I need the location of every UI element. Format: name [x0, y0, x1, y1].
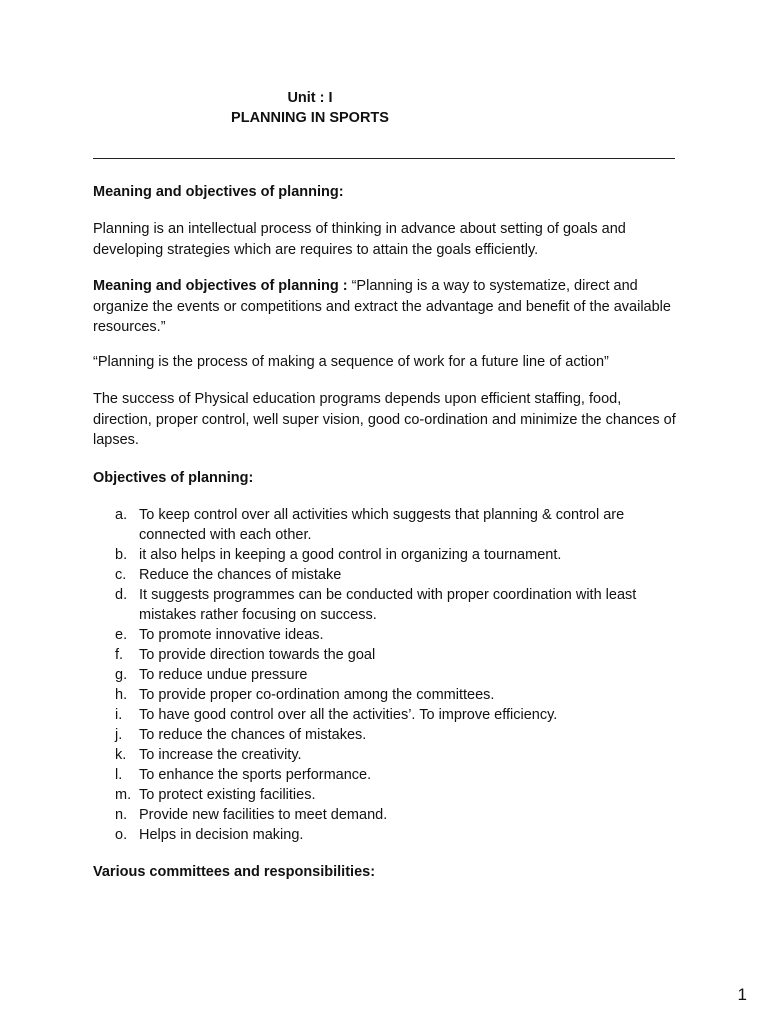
list-item-marker: o.	[115, 827, 128, 843]
list-item-text: To protect existing facilities.	[139, 787, 316, 803]
list-item	[93, 725, 693, 745]
list-item	[93, 645, 693, 665]
list-item-text: To enhance the sports performance.	[139, 767, 372, 783]
paragraph-meaning	[93, 276, 683, 338]
list-item	[93, 785, 693, 805]
list-item-marker: d.	[115, 587, 128, 603]
list-item	[93, 685, 693, 705]
list-item	[93, 705, 693, 725]
list-item-marker: m.	[115, 787, 132, 803]
list-item-marker: f.	[115, 647, 124, 663]
list-item-marker: c.	[115, 567, 127, 583]
list-item-marker: h.	[115, 687, 128, 703]
list-item-marker: i.	[115, 707, 123, 723]
list-item-marker: j.	[115, 727, 123, 743]
horizontal-rule	[93, 158, 675, 159]
list-item	[93, 505, 693, 545]
list-item-text: Helps in decision making.	[139, 827, 304, 843]
page-title: PLANNING IN SPORTS	[231, 110, 389, 126]
list-item	[93, 665, 693, 685]
paragraph-quote: “Planning is the process of making a sequence of work for a future line of action”	[93, 354, 609, 370]
section-heading-meaning: Meaning and objectives of planning:	[93, 184, 344, 200]
list-item	[93, 565, 693, 585]
list-item-text: To promote innovative ideas.	[139, 627, 324, 643]
list-item	[93, 625, 693, 645]
paragraph-meaning-lead: Meaning and objectives of planning :	[93, 278, 348, 294]
unit-label: Unit : I	[287, 90, 333, 106]
list-item-text: To reduce undue pressure	[139, 667, 308, 683]
paragraph-success: The success of Physical education programs depends upon efficient staffing, food, direction, proper control, well super vision, good co-ordination and minimize the chances of lapses.	[93, 391, 676, 448]
list-item	[93, 585, 693, 625]
list-item-text: To increase the creativity.	[139, 747, 302, 763]
list-item-marker: n.	[115, 807, 128, 823]
list-item-marker: g.	[115, 667, 128, 683]
list-item-marker: l.	[115, 767, 123, 783]
list-item	[93, 545, 693, 565]
list-item-marker: b.	[115, 547, 128, 563]
section-heading-objectives: Objectives of planning:	[93, 470, 254, 486]
paragraph-meaning-text: “Planning is a way to systematize, direct and organize the events or competitions and extract the advantage and benefit of the available resources.”	[93, 278, 671, 335]
list-item-text: To provide proper co-ordination among the committees.	[139, 687, 495, 703]
objectives-list	[93, 505, 693, 845]
list-item-text: To keep control over all activities which suggests that planning & control are connected with each other.	[139, 507, 625, 543]
section-heading-committees: Various committees and responsibilities:	[93, 864, 376, 880]
list-item	[93, 825, 693, 845]
list-item-text: To provide direction towards the goal	[139, 647, 376, 663]
list-item-marker: e.	[115, 627, 128, 643]
list-item-text: it also helps in keeping a good control in organizing a tournament.	[139, 547, 562, 563]
list-item-text: It suggests programmes can be conducted with proper coordination with least mistakes rather focusing on success.	[139, 587, 637, 623]
list-item	[93, 805, 693, 825]
list-item-text: To have good control over all the activities’. To improve efficiency.	[139, 707, 558, 723]
page-number: 1	[737, 985, 747, 1004]
list-item	[93, 745, 693, 765]
paragraph-definition: Planning is an intellectual process of thinking in advance about setting of goals and developing strategies which are requires to attain the goals efficiently.	[93, 221, 626, 258]
list-item-text: Reduce the chances of mistake	[139, 567, 342, 583]
list-item-text: Provide new facilities to meet demand.	[139, 807, 388, 823]
list-item	[93, 765, 693, 785]
list-item-marker: a.	[115, 507, 128, 523]
list-item-text: To reduce the chances of mistakes.	[139, 727, 367, 743]
list-item-marker: k.	[115, 747, 127, 763]
